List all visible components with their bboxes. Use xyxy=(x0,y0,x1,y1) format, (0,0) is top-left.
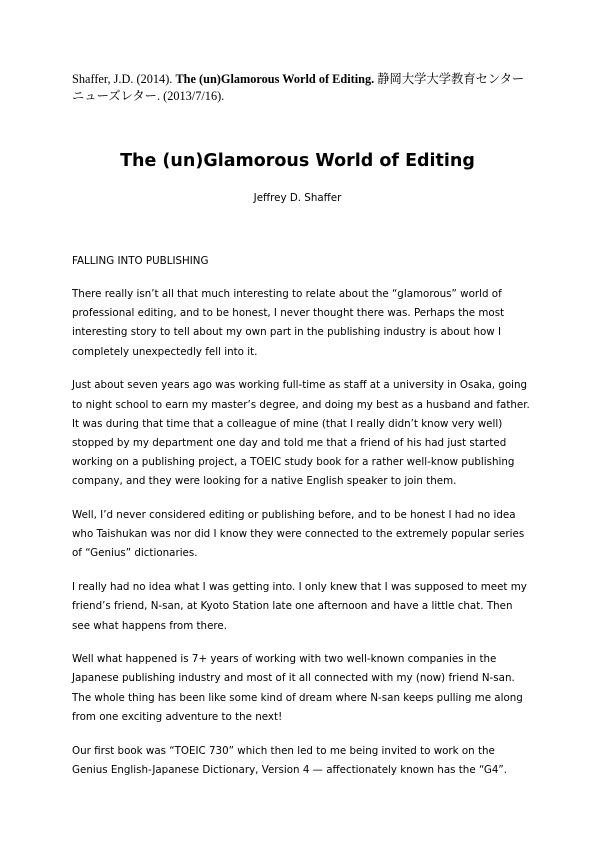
author-name: Jeffrey D. Shaffer xyxy=(253,192,342,204)
citation-source: 静岡大学大学教育センター ニューズレター. (2013/7/16). xyxy=(72,72,525,103)
citation-authors: Shaffer, J.D. (2014). xyxy=(72,72,176,86)
page-title: The (un)Glamorous World of Editing xyxy=(120,151,475,171)
paragraph: Just about seven years ago was working full-time as staff at a university in Osaka, going to night school to earn my master’s degree, and doing my best as a husband and father. It was during that time that a colleague of mine (that I really didn’t know very well) stopped by my department one day and told me that a friend of his had just started working on a publishing project, a TOEIC study book for a rather well-know publishing company, and they were looking for a native English speaker to join them. xyxy=(72,379,530,488)
paragraph: I really had no idea what I was getting into. I only knew that I was supposed to meet my friend’s friend, N-san, at Kyoto Station late one afternoon and have a little chat. Then see what happens from there. xyxy=(72,581,527,632)
body-paragraphs xyxy=(72,285,532,794)
paragraph: There really isn’t all that much interesting to relate about the “glamorous” world of professional editing, and to be honest, I never thought there was. Perhaps the most interesting story to tell about my own part in the publishing industry is about how I completely unexpectedly fell into it. xyxy=(72,288,505,358)
paragraph: Our first book was “TOEIC 730” which then led to me being invited to work on the Genius English-Japanese Dictionary, Version 4 — affectionately known has the “G4”. xyxy=(72,744,508,776)
citation-title: The (un)Glamorous World of Editing. xyxy=(175,72,375,86)
section-heading: FALLING INTO PUBLISHING xyxy=(72,255,209,267)
paragraph: Well, I’d never considered editing or publishing before, and to be honest I had no idea who Taishukan was nor did I know they were connected to the extremely popular series of “Genius” dictionaries. xyxy=(72,509,525,560)
citation xyxy=(72,71,532,104)
paragraph: Well what happened is 7+ years of working with two well-known companies in the Japanese publishing industry and most of it all connected with my (now) friend N-san. The whole thing has been like some kind of dream where N-san keeps pulling me along from one exciting adventure to the next! xyxy=(72,653,523,723)
